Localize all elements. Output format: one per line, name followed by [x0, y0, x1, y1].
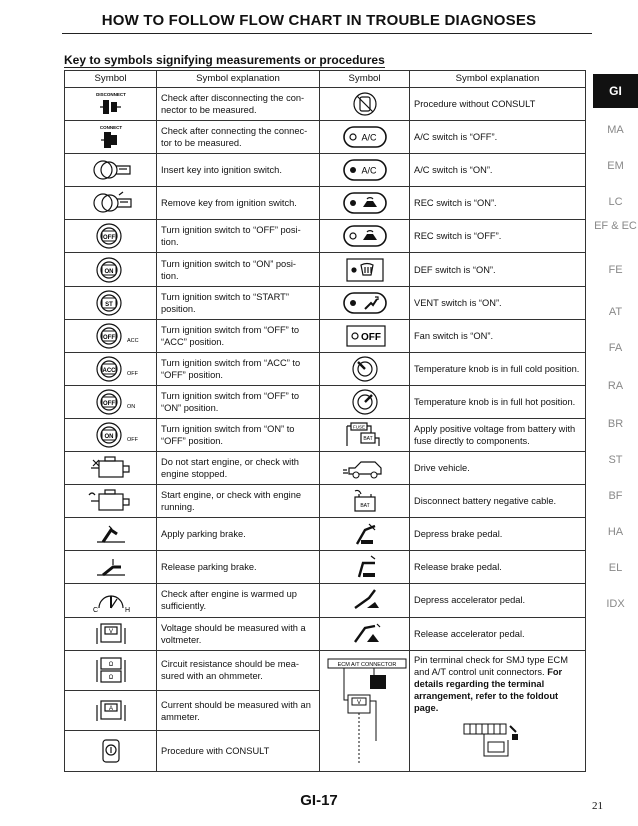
svg-text:OFF: OFF: [102, 400, 115, 407]
table-row: [65, 220, 586, 253]
svg-text:A/C: A/C: [360, 132, 377, 143]
svg-text:OFF: OFF: [360, 331, 381, 343]
svg-text:Ω: Ω: [108, 662, 113, 669]
section-tab-at[interactable]: AT: [608, 306, 623, 318]
symbol-explanation-left: Apply parking brake.: [157, 518, 320, 551]
symbol-explanation-right: Fan switch is “ON”.: [410, 319, 586, 352]
key-remove-icon: [65, 187, 157, 220]
connector-label: ECM A/T CONNECTOR: [337, 661, 397, 668]
rec-switch-on-icon: [320, 187, 410, 220]
symbol-explanation-left: Check after connecting the connec- tor to be measured.: [157, 121, 320, 154]
symbol-explanation-left: Current should be measured with an ammeter.: [157, 690, 320, 730]
table-row: [65, 352, 586, 385]
header-explanation-right: Symbol explanation: [410, 71, 586, 88]
symbol-explanation-right: A/C switch is “ON”.: [410, 154, 586, 187]
battery-disconnect-icon: [320, 485, 410, 518]
symbol-explanation-right: A/C switch is “OFF”.: [410, 121, 586, 154]
table-row: [65, 385, 586, 418]
symbol-key-table: [64, 70, 586, 772]
pin-terminal-check-icon: [320, 650, 410, 771]
symbol-explanation-right: REC switch is “ON”.: [410, 187, 586, 220]
table-row: [65, 518, 586, 551]
svg-text:ON: ON: [104, 433, 113, 440]
table-row: [65, 187, 586, 220]
table-row: [65, 584, 586, 617]
section-tab-lc[interactable]: LC: [608, 196, 623, 208]
connector-disconnect-icon: [65, 88, 157, 121]
depress-brake-pedal-icon: [320, 518, 410, 551]
section-tab-ma[interactable]: MA: [607, 124, 624, 136]
ignition-off-icon: [65, 220, 157, 253]
ignition-on-icon: [65, 253, 157, 286]
svg-text:ACC: ACC: [102, 367, 115, 374]
section-tab-em[interactable]: EM: [607, 160, 624, 172]
ignition-off-acc-icon: [65, 319, 157, 352]
page-number: 21: [592, 800, 603, 812]
symbol-explanation-right: Procedure without CONSULT: [410, 88, 586, 121]
symbol-explanation-left: Turn ignition switch to “OFF” posi- tion.: [157, 220, 320, 253]
depress-accelerator-icon: [320, 584, 410, 617]
page-footer: GI-17: [300, 792, 338, 809]
table-row: [65, 551, 586, 584]
section-tab-br[interactable]: BR: [607, 418, 624, 430]
voltmeter-icon: [65, 617, 157, 650]
section-tab-el[interactable]: EL: [608, 562, 623, 574]
header-symbol-right: Symbol: [320, 71, 410, 88]
table-row: [65, 452, 586, 485]
table-row: [65, 418, 586, 451]
pin-terminal-check-text: [410, 650, 586, 771]
svg-text:OFF: OFF: [102, 334, 115, 341]
svg-text:ON: ON: [104, 268, 113, 275]
release-accelerator-icon: [320, 617, 410, 650]
no-consult-icon: [320, 88, 410, 121]
symbol-explanation-right: Temperature knob is in full cold position.: [410, 352, 586, 385]
ecm-text-normal: Pin terminal check for SMJ type ECM and A/T control unit connectors.: [414, 654, 568, 677]
ecm-text-bold: For details regarding the terminal arrangement, refer to the foldout page.: [414, 666, 563, 713]
title-rule: [62, 33, 592, 34]
connector-connect-icon: [65, 121, 157, 154]
table-header-row: [65, 71, 586, 88]
def-switch-on-icon: [320, 253, 410, 286]
table-row: [65, 253, 586, 286]
table-row: [65, 121, 586, 154]
svg-text:FUSE: FUSE: [352, 424, 365, 430]
release-parking-brake-icon: [65, 551, 157, 584]
symbol-explanation-left: Turn ignition switch from “ACC” to “OFF” position.: [157, 352, 320, 385]
ignition-off-on-icon: [65, 385, 157, 418]
temp-knob-cold-icon: [320, 352, 410, 385]
page-title: HOW TO FOLLOW FLOW CHART IN TROUBLE DIAGNOSES: [101, 12, 537, 29]
ohmmeter-icon: [65, 650, 157, 690]
svg-text:BAT: BAT: [362, 435, 373, 442]
table-row: [65, 617, 586, 650]
symbol-explanation-left: Voltage should be measured with a voltmeter.: [157, 617, 320, 650]
symbol-explanation-right: VENT switch is “ON”.: [410, 286, 586, 319]
svg-text:V: V: [356, 699, 362, 706]
section-subtitle: Key to symbols signifying measurements or procedures: [64, 53, 385, 67]
symbol-explanation-left: Start engine, or check with engine running.: [157, 485, 320, 518]
table-row: [65, 485, 586, 518]
section-tab-idx[interactable]: IDX: [606, 598, 625, 610]
engine-warm-gauge-icon: [65, 584, 157, 617]
header-symbol-left: Symbol: [65, 71, 157, 88]
symbol-explanation-left: Turn ignition switch to “ON” posi- tion.: [157, 253, 320, 286]
fan-switch-on-icon: [320, 319, 410, 352]
ignition-on-off-icon: [65, 418, 157, 451]
battery-fuse-icon: [320, 418, 410, 451]
svg-text:OFF: OFF: [102, 235, 115, 242]
svg-text:A: A: [108, 705, 113, 712]
consult-icon: [65, 731, 157, 771]
symbol-explanation-left: Do not start engine, or check with engine stopped.: [157, 452, 320, 485]
section-tab-gi[interactable]: GI: [593, 74, 638, 108]
section-tab-st[interactable]: ST: [608, 454, 623, 466]
symbol-explanation-right: Release brake pedal.: [410, 551, 586, 584]
symbol-explanation-left: Insert key into ignition switch.: [157, 154, 320, 187]
ignition-acc-off-icon: [65, 352, 157, 385]
section-tab-bf[interactable]: BF: [608, 490, 623, 502]
ammeter-icon: [65, 690, 157, 730]
section-tab-fe[interactable]: FE: [608, 264, 623, 276]
drive-vehicle-icon: [320, 452, 410, 485]
symbol-explanation-left: Check after engine is warmed up sufficiently.: [157, 584, 320, 617]
symbol-explanation-left: Remove key from ignition switch.: [157, 187, 320, 220]
symbol-explanation-right: Release accelerator pedal.: [410, 617, 586, 650]
symbol-explanation-right: Depress brake pedal.: [410, 518, 586, 551]
table-row: [65, 650, 586, 690]
table-row: [65, 286, 586, 319]
table-row: [65, 319, 586, 352]
svg-text:ST: ST: [104, 301, 113, 308]
svg-text:H: H: [124, 607, 130, 615]
rec-switch-off-icon: [320, 220, 410, 253]
ac-switch-off-icon: [320, 121, 410, 154]
symbol-explanation-right: REC switch is “OFF”.: [410, 220, 586, 253]
section-tab-ha[interactable]: HA: [607, 526, 624, 538]
svg-text:V: V: [108, 628, 113, 635]
symbol-explanation-right: Drive vehicle.: [410, 452, 586, 485]
ignition-start-icon: [65, 286, 157, 319]
table-row: [65, 88, 586, 121]
svg-text:OFF: OFF: [126, 436, 138, 443]
symbol-explanation-left: Turn ignition switch from “OFF” to “ON” position.: [157, 385, 320, 418]
vent-switch-on-icon: [320, 286, 410, 319]
symbol-explanation-right: Temperature knob is in full hot position.: [410, 385, 586, 418]
svg-text:C: C: [92, 607, 98, 615]
section-tab-fa[interactable]: FA: [608, 342, 623, 354]
symbol-explanation-right: Apply positive voltage from battery with fuse directly to components.: [410, 418, 586, 451]
svg-text:ON: ON: [126, 403, 135, 410]
symbol-explanation-left: Circuit resistance should be mea- sured with an ohmmeter.: [157, 650, 320, 690]
header-explanation-left: Symbol explanation: [157, 71, 320, 88]
symbol-explanation-left: Procedure with CONSULT: [157, 731, 320, 771]
symbol-explanation-right: Depress accelerator pedal.: [410, 584, 586, 617]
svg-text:CONNECT: CONNECT: [99, 125, 122, 131]
symbol-explanation-left: Turn ignition switch from “ON” to “OFF” position.: [157, 418, 320, 451]
engine-stopped-icon: [65, 452, 157, 485]
svg-text:Ω: Ω: [108, 675, 113, 682]
svg-text:DISCONNECT: DISCONNECT: [95, 92, 126, 98]
symbol-explanation-right: DEF switch is “ON”.: [410, 253, 586, 286]
svg-text:ACC: ACC: [126, 337, 139, 344]
symbol-explanation-left: Release parking brake.: [157, 551, 320, 584]
section-tab-ra[interactable]: RA: [607, 380, 624, 392]
symbol-explanation-left: Check after disconnecting the con- nector to be measured.: [157, 88, 320, 121]
release-brake-pedal-icon: [320, 551, 410, 584]
svg-text:A/C: A/C: [360, 165, 377, 176]
symbol-explanation-right: Disconnect battery negative cable.: [410, 485, 586, 518]
svg-text:OFF: OFF: [126, 370, 138, 377]
apply-parking-brake-icon: [65, 518, 157, 551]
ac-switch-on-icon: [320, 154, 410, 187]
key-insert-icon: [65, 154, 157, 187]
symbol-explanation-left: Turn ignition switch from “OFF” to “ACC” position.: [157, 319, 320, 352]
section-tab-ef-ec[interactable]: EF & EC: [594, 220, 637, 232]
svg-text:BAT: BAT: [359, 503, 370, 510]
temp-knob-hot-icon: [320, 385, 410, 418]
engine-running-icon: [65, 485, 157, 518]
table-row: [65, 154, 586, 187]
symbol-explanation-left: Turn ignition switch to “START” position.: [157, 286, 320, 319]
